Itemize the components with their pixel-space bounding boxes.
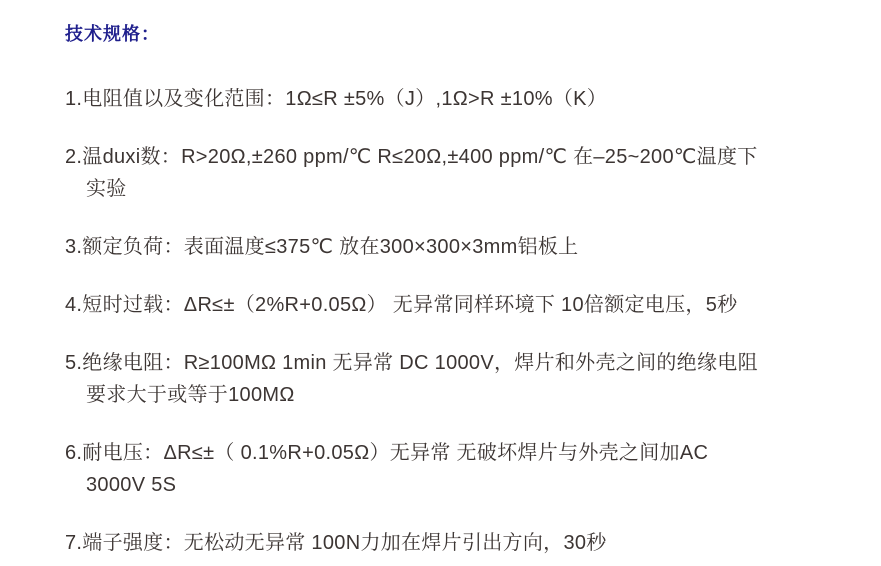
spec-line: 4.短时过载：ΔR≤±（2%R+0.05Ω） 无异常同样环境下 10倍额定电压，5秒 — [65, 294, 738, 316]
spec-line: 3.额定负荷：表面温度≤375℃ 放在300×300×3mm铝板上 — [65, 236, 579, 258]
spec-item-insulation-resistance — [65, 347, 851, 411]
spec-item-terminal-strength — [65, 527, 851, 559]
spec-item-resistance-range — [65, 83, 851, 115]
spec-line-continued: 要求大于或等于100MΩ — [86, 384, 295, 406]
spec-line: 5.绝缘电阻：R≥100MΩ 1min 无异常 DC 1000V，焊片和外壳之间的绝缘电阻 — [65, 352, 758, 374]
spec-item-short-time-overload — [65, 289, 851, 321]
spec-item-rated-load — [65, 231, 851, 263]
spec-item-withstand-voltage — [65, 437, 851, 501]
spec-line: 7.端子强度：无松动无异常 100N力加在焊片引出方向，30秒 — [65, 532, 607, 554]
spec-line: 2.温duxi数：R>20Ω,±260 ppm/℃ R≤20Ω,±400 ppm/℃ 在–25~200℃温度下 — [65, 146, 758, 168]
spec-line-continued: 3000V 5S — [86, 474, 177, 496]
spec-item-temperature-coefficient — [65, 141, 851, 205]
spec-line-continued: 实验 — [86, 178, 127, 200]
page-title: 技术规格： — [65, 24, 160, 44]
spec-line: 1.电阻值以及变化范围：1Ω≤R ±5%（J）,1Ω>R ±10%（K） — [65, 88, 608, 110]
spec-line: 6.耐电压：ΔR≤±（ 0.1%R+0.05Ω）无异常 无破坏焊片与外壳之间加AC — [65, 442, 709, 464]
